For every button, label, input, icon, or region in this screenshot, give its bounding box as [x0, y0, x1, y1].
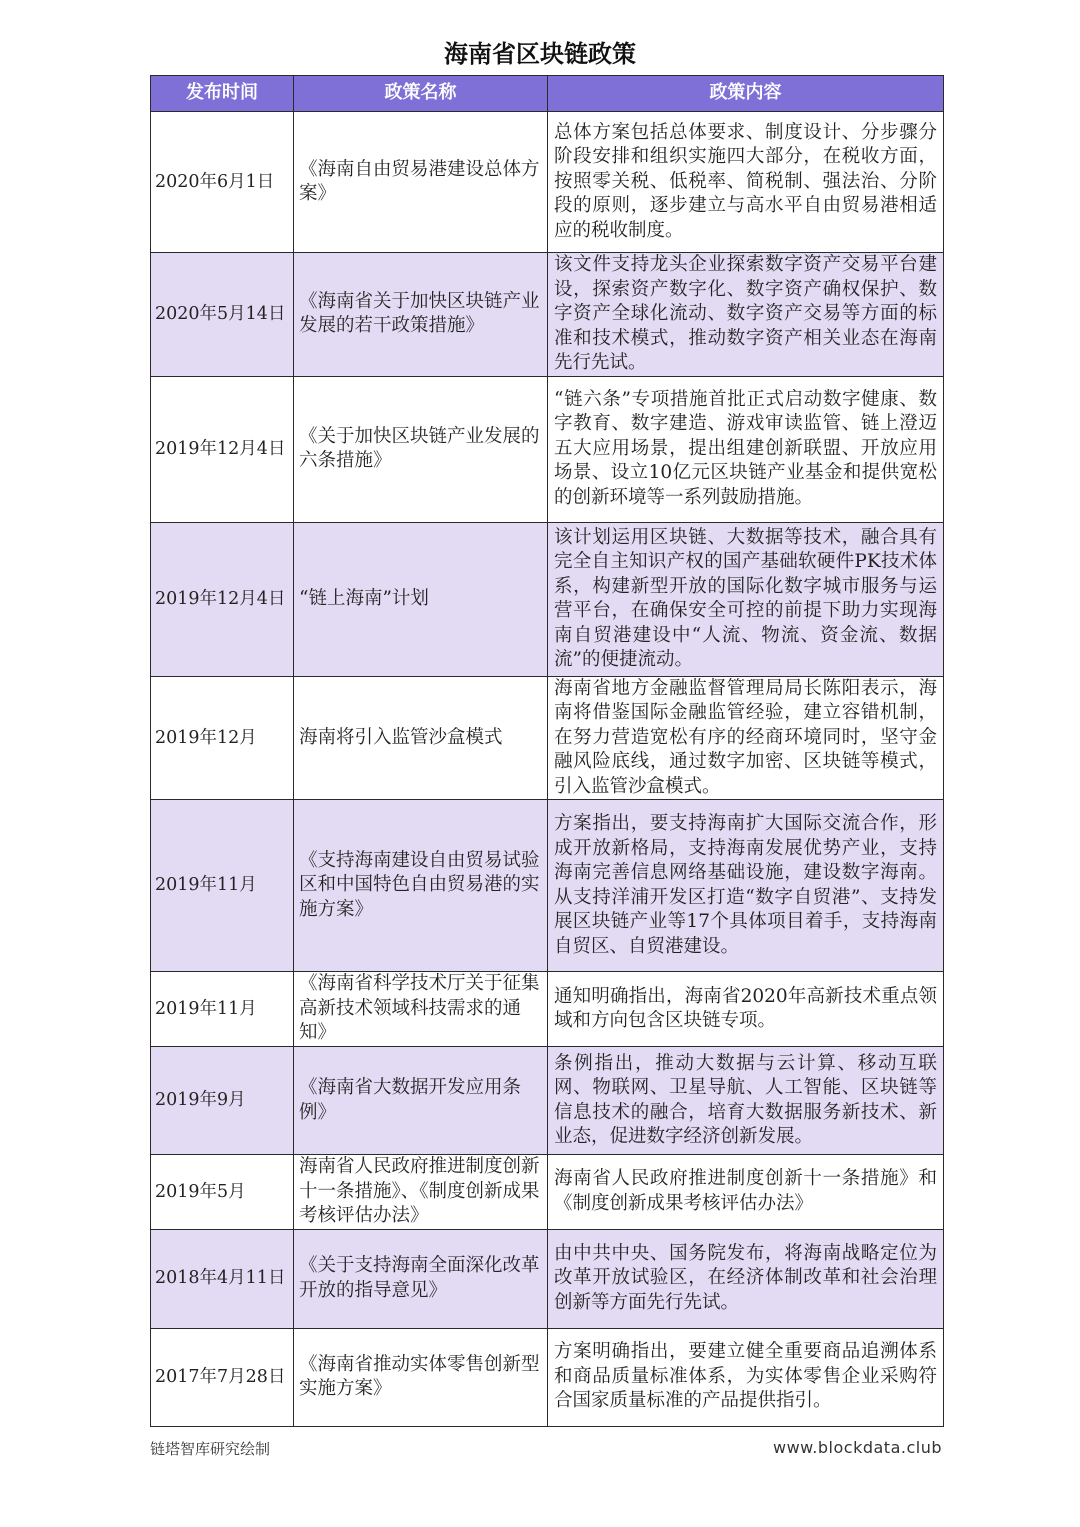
website-link[interactable]: www.blockdata.club [773, 1438, 942, 1457]
table-row [151, 1155, 944, 1230]
source-note: 链塔智库研究绘制 [150, 1440, 271, 1458]
date-cell: 2018年4月11日 [151, 1229, 294, 1328]
policy-content-cell: 海南省人民政府推进制度创新十一条措施》和《制度创新成果考核评估办法》 [548, 1155, 944, 1230]
policy-name-cell: 《海南省科学技术厅关于征集高新技术领域科技需求的通知》 [294, 972, 548, 1047]
policy-name-cell: 《海南省推动实体零售创新型实施方案》 [294, 1328, 548, 1426]
table-row [151, 522, 944, 676]
policy-name-cell: 《支持海南建设自由贸易试验区和中国特色自由贸易港的实施方案》 [294, 800, 548, 972]
policy-name-cell: 《关于加快区块链产业发展的六条措施》 [294, 376, 548, 522]
policy-content-cell: 条例指出，推动大数据与云计算、移动互联网、物联网、卫星导航、人工智能、区块链等信息技术的融合，培育大数据服务新技术、新业态，促进数字经济创新发展。 [548, 1047, 944, 1155]
date-cell: 2017年7月28日 [151, 1328, 294, 1426]
header-date: 发布时间 [151, 76, 294, 112]
table-row [151, 972, 944, 1047]
date-cell: 2019年12月4日 [151, 522, 294, 676]
table-row [151, 1328, 944, 1426]
date-cell: 2019年5月 [151, 1155, 294, 1230]
policy-content-cell: 通知明确指出，海南省2020年高新技术重点领域和方向包含区块链专项。 [548, 972, 944, 1047]
policy-content-cell: 由中共中央、国务院发布，将海南战略定位为改革开放试验区，在经济体制改革和社会治理创新等方面先行先试。 [548, 1229, 944, 1328]
date-cell: 2020年5月14日 [151, 253, 294, 377]
policy-table [150, 75, 944, 1427]
date-cell: 2020年6月1日 [151, 112, 294, 253]
table-row [151, 1047, 944, 1155]
policy-content-cell: 海南省地方金融监督管理局局长陈阳表示，海南将借鉴国际金融监管经验，建立容错机制，在努力营造宽松有序的经商环境同时，坚守金融风险底线，通过数字加密、区块链等模式，引入监管沙盒模式。 [548, 676, 944, 800]
date-cell: 2019年11月 [151, 972, 294, 1047]
policy-content-cell: 方案明确指出，要建立健全重要商品追溯体系和商品质量标准体系，为实体零售企业采购符合国家质量标准的产品提供指引。 [548, 1328, 944, 1426]
header-policy-name: 政策名称 [294, 76, 548, 112]
table-row [151, 253, 944, 377]
policy-name-cell: 《海南自由贸易港建设总体方案》 [294, 112, 548, 253]
policy-content-cell: “链六条”专项措施首批正式启动数字健康、数字教育、数字建造、游戏审读监管、链上澄迈五大应用场景，提出组建创新联盟、开放应用场景、设立10亿元区块链产业基金和提供宽松的创新环境等一系列鼓励措施。 [548, 376, 944, 522]
date-cell: 2019年12月 [151, 676, 294, 800]
table-row [151, 1229, 944, 1328]
table-header-row [151, 76, 944, 112]
policy-name-cell: “链上海南”计划 [294, 522, 548, 676]
table-row [151, 376, 944, 522]
date-cell: 2019年12月4日 [151, 376, 294, 522]
date-cell: 2019年11月 [151, 800, 294, 972]
policy-name-cell: 《海南省大数据开发应用条例》 [294, 1047, 548, 1155]
policy-name-cell: 《海南省关于加快区块链产业发展的若干政策措施》 [294, 253, 548, 377]
policy-content-cell: 方案指出，要支持海南扩大国际交流合作，形成开放新格局，支持海南发展优势产业，支持海南完善信息网络基础设施，建设数字海南。从支持洋浦开发区打造“数字自贸港”、支持发展区块链产业等17个具体项目着手，支持海南自贸区、自贸港建设。 [548, 800, 944, 972]
policy-content-cell: 总体方案包括总体要求、制度设计、分步骤分阶段安排和组织实施四大部分，在税收方面，按照零关税、低税率、简税制、强法治、分阶段的原则，逐步建立与高水平自由贸易港相适应的税收制度。 [548, 112, 944, 253]
policy-name-cell: 海南省人民政府推进制度创新十一条措施》、《制度创新成果考核评估办法》 [294, 1155, 548, 1230]
table-row [151, 676, 944, 800]
header-policy-content: 政策内容 [548, 76, 944, 112]
table-row [151, 800, 944, 972]
policy-content-cell: 该文件支持龙头企业探索数字资产交易平台建设，探索资产数字化、数字资产确权保护、数字资产全球化流动、数字资产交易等方面的标准和技术模式，推动数字资产相关业态在海南先行先试。 [548, 253, 944, 377]
table-row [151, 112, 944, 253]
policy-name-cell: 《关于支持海南全面深化改革开放的指导意见》 [294, 1229, 548, 1328]
policy-name-cell: 海南将引入监管沙盒模式 [294, 676, 548, 800]
policy-content-cell: 该计划运用区块链、大数据等技术，融合具有完全自主知识产权的国产基础软硬件PK技术体系，构建新型开放的国际化数字城市服务与运营平台，在确保安全可控的前提下助力实现海南自贸港建设中“人流、物流、资金流、数据流”的便捷流动。 [548, 522, 944, 676]
page-title: 海南省区块链政策 [444, 40, 636, 68]
date-cell: 2019年9月 [151, 1047, 294, 1155]
